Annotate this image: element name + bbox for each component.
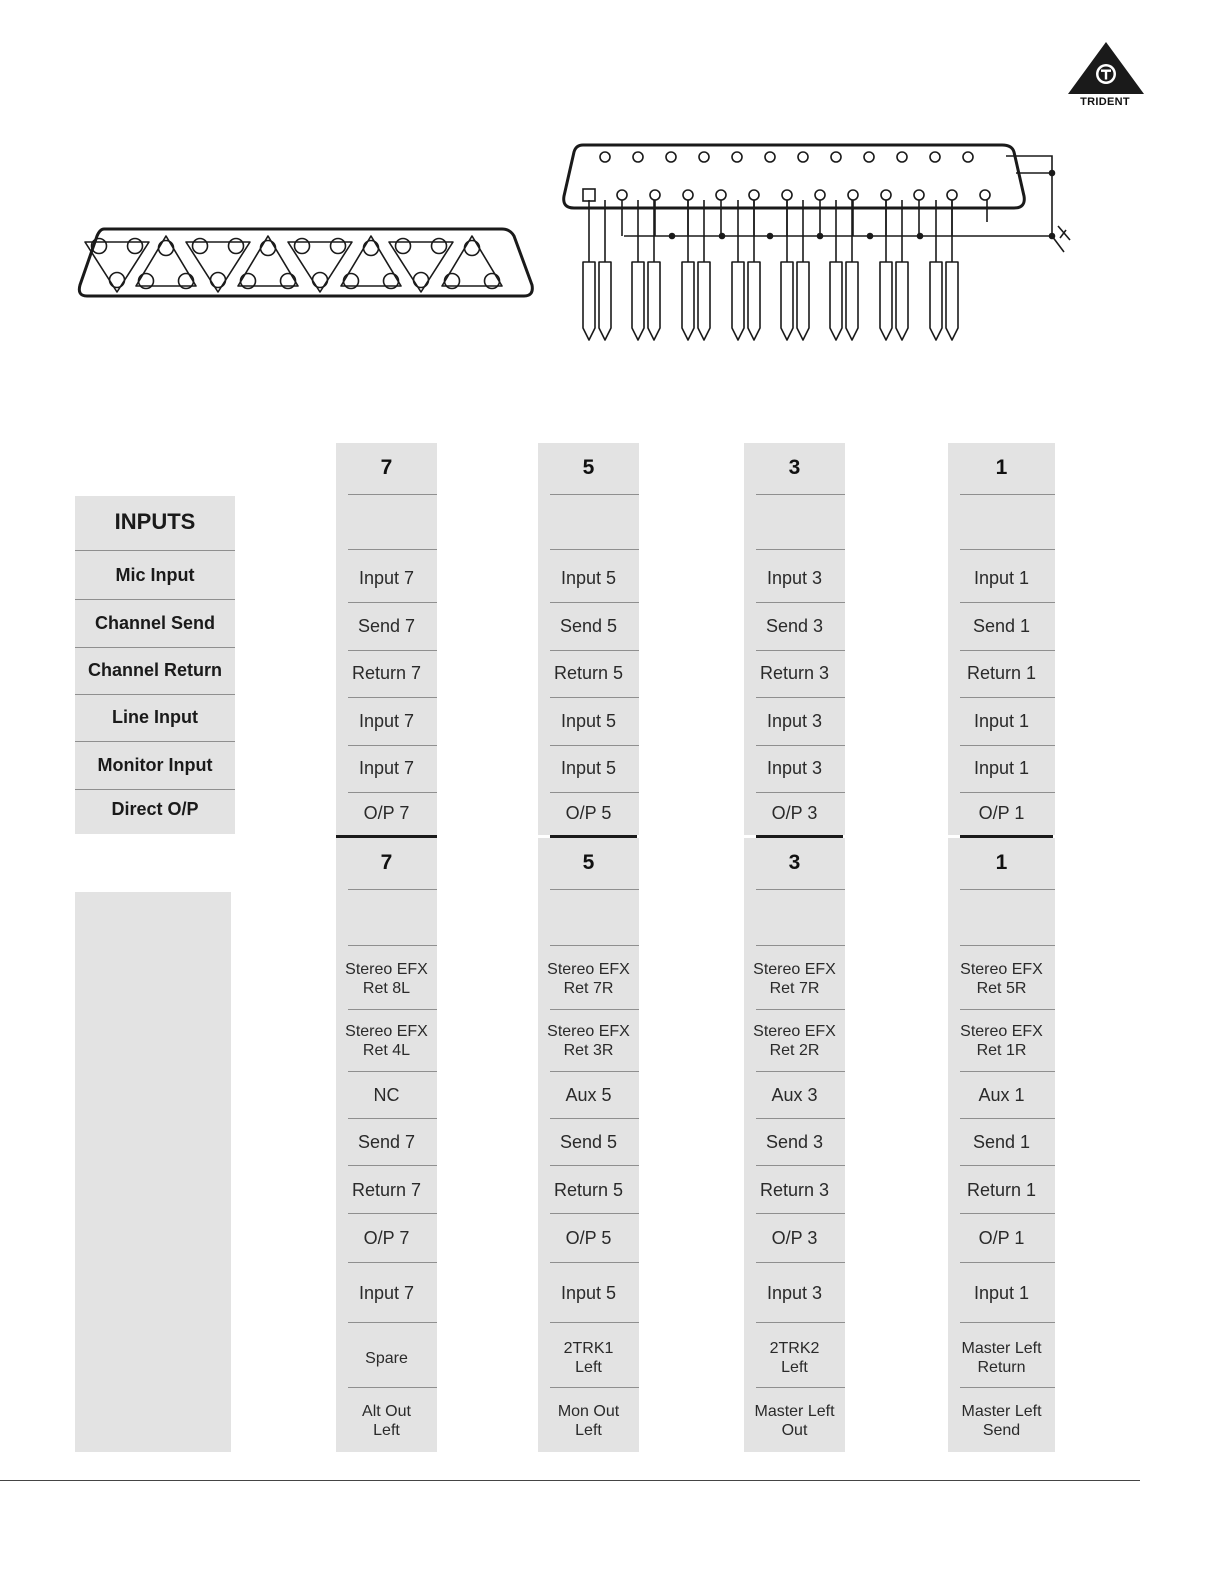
pin-cell: Return 3 bbox=[759, 1180, 830, 1200]
column-header: 3 bbox=[788, 456, 801, 479]
cell-divider bbox=[348, 1071, 437, 1072]
pin-cell bbox=[538, 892, 639, 944]
pin-cell: O/P 5 bbox=[565, 1228, 612, 1248]
lower-column-7 bbox=[336, 838, 437, 1452]
pin-cell: Return 1 bbox=[966, 663, 1037, 683]
pin-cell: Master Left Send bbox=[961, 1403, 1042, 1439]
pin-cell: Master Left Return bbox=[961, 1340, 1042, 1376]
upper-column-1 bbox=[948, 443, 1055, 835]
pin-cell: O/P 1 bbox=[978, 1228, 1025, 1248]
pin-cell: Send 5 bbox=[559, 616, 618, 636]
pin-cell: Stereo EFX Ret 1R bbox=[960, 1023, 1043, 1059]
pin-cell: Input 7 bbox=[358, 711, 415, 731]
column-header: 5 bbox=[582, 456, 595, 479]
pin-cell: Input 1 bbox=[973, 711, 1030, 731]
cell-divider bbox=[550, 1213, 639, 1214]
pin-cell: Master Left Out bbox=[754, 1403, 835, 1439]
pin-cell: Send 3 bbox=[765, 1132, 824, 1152]
pin-cell: Input 3 bbox=[766, 711, 823, 731]
upper-column-5 bbox=[538, 443, 639, 835]
cell-divider bbox=[756, 889, 845, 890]
pin-cell: Input 3 bbox=[766, 1283, 823, 1303]
lower-column-1 bbox=[948, 838, 1055, 1452]
column-header: 1 bbox=[995, 456, 1008, 479]
lower-label-panel bbox=[75, 892, 231, 1452]
cell-divider bbox=[960, 1118, 1055, 1119]
column-header: 3 bbox=[788, 851, 801, 874]
cell-divider bbox=[348, 1118, 437, 1119]
cell-divider bbox=[756, 549, 845, 550]
cell-divider bbox=[348, 1213, 437, 1214]
cell-divider bbox=[348, 1322, 437, 1323]
cell-divider bbox=[756, 1118, 845, 1119]
cell-divider bbox=[550, 1009, 639, 1010]
upper-column-3 bbox=[744, 443, 845, 835]
cell-divider bbox=[756, 1213, 845, 1214]
pin-cell: Spare bbox=[365, 1349, 408, 1367]
column-header: 7 bbox=[380, 456, 393, 479]
pin-cell: Alt Out Left bbox=[362, 1403, 411, 1439]
cell-divider bbox=[960, 549, 1055, 550]
upper-column-7 bbox=[336, 443, 437, 835]
inputs-title: INPUTS bbox=[114, 509, 196, 534]
pin-cell: Aux 1 bbox=[978, 1085, 1025, 1105]
dsub-connector-icon bbox=[564, 145, 1070, 340]
pin-cell: Send 7 bbox=[357, 616, 416, 636]
cell-divider bbox=[756, 1009, 845, 1010]
pin-cell: Aux 3 bbox=[771, 1085, 818, 1105]
pin-cell bbox=[336, 496, 437, 548]
pin-cell: O/P 3 bbox=[771, 1228, 818, 1248]
pin-cell: Stereo EFX Ret 4L bbox=[345, 1023, 428, 1059]
cell-divider bbox=[348, 1165, 437, 1166]
pin-cell: Stereo EFX Ret 5R bbox=[960, 961, 1043, 997]
cell-divider bbox=[960, 1322, 1055, 1323]
cell-divider bbox=[550, 1165, 639, 1166]
pin-cell: Return 5 bbox=[553, 1180, 624, 1200]
cell-divider bbox=[960, 945, 1055, 946]
pin-cell: O/P 1 bbox=[978, 803, 1025, 823]
row-label: Monitor Input bbox=[97, 754, 213, 775]
pin-cell: Send 5 bbox=[559, 1132, 618, 1152]
pin-cell: O/P 7 bbox=[363, 803, 410, 823]
cell-divider bbox=[960, 889, 1055, 890]
row-label: Channel Return bbox=[87, 659, 222, 680]
cell-divider bbox=[348, 549, 437, 550]
cell-divider bbox=[348, 1009, 437, 1010]
cell-divider bbox=[550, 494, 639, 495]
row-label: Direct O/P bbox=[111, 798, 199, 819]
pin-cell: Send 1 bbox=[972, 616, 1031, 636]
column-header: 5 bbox=[582, 851, 595, 874]
pin-cell: Input 1 bbox=[973, 1283, 1030, 1303]
pin-cell: Return 5 bbox=[553, 663, 624, 683]
cell-divider bbox=[756, 1387, 845, 1388]
cell-divider bbox=[348, 1387, 437, 1388]
connector-diagram bbox=[0, 0, 1225, 380]
cell-divider bbox=[550, 1071, 639, 1072]
pin-cell: Input 7 bbox=[358, 1283, 415, 1303]
pin-cell: 2TRK2 Left bbox=[769, 1340, 820, 1376]
cell-divider bbox=[960, 1009, 1055, 1010]
pin-cell: Stereo EFX Ret 2R bbox=[753, 1023, 836, 1059]
pin-cell: Aux 5 bbox=[565, 1085, 612, 1105]
inputs-label-panel bbox=[75, 496, 235, 834]
pin-cell: NC bbox=[373, 1085, 400, 1105]
pin-cell: O/P 7 bbox=[363, 1228, 410, 1248]
pin-cell: Input 3 bbox=[766, 758, 823, 778]
pin-cell: Input 1 bbox=[973, 568, 1030, 588]
cell-divider bbox=[756, 945, 845, 946]
cell-divider bbox=[960, 1387, 1055, 1388]
pin-cell: Input 7 bbox=[358, 758, 415, 778]
cell-divider bbox=[348, 945, 437, 946]
row-label: Line Input bbox=[112, 706, 198, 727]
column-header: 1 bbox=[995, 851, 1008, 874]
pin-cell: Input 5 bbox=[560, 568, 617, 588]
pin-cell bbox=[948, 496, 1055, 548]
row-label: Mic Input bbox=[115, 564, 195, 585]
pin-cell: Stereo EFX Ret 3R bbox=[547, 1023, 630, 1059]
cell-divider bbox=[348, 889, 437, 890]
pin-cell: Return 1 bbox=[966, 1180, 1037, 1200]
cell-divider bbox=[756, 494, 845, 495]
pin-cell: Send 7 bbox=[357, 1132, 416, 1152]
pin-cell: Input 5 bbox=[560, 758, 617, 778]
cell-divider bbox=[960, 494, 1055, 495]
pin-cell bbox=[538, 496, 639, 548]
multipin-socket-icon bbox=[79, 229, 532, 296]
cell-divider bbox=[550, 1118, 639, 1119]
cell-divider bbox=[960, 1165, 1055, 1166]
pin-cell: Mon Out Left bbox=[557, 1403, 620, 1439]
pin-cell: Stereo EFX Ret 7R bbox=[753, 961, 836, 997]
cell-divider bbox=[550, 945, 639, 946]
cell-divider bbox=[756, 1262, 845, 1263]
footer-rule bbox=[0, 1480, 1140, 1481]
pin-cell bbox=[948, 892, 1055, 944]
pin-cell: Input 3 bbox=[766, 568, 823, 588]
pin-cell bbox=[744, 496, 845, 548]
pin-cell bbox=[744, 892, 845, 944]
cell-divider bbox=[348, 1262, 437, 1263]
pin-cell: Return 3 bbox=[759, 663, 830, 683]
pin-cell: Send 3 bbox=[765, 616, 824, 636]
lower-column-3 bbox=[744, 838, 845, 1452]
pin-cell: Return 7 bbox=[351, 663, 422, 683]
cell-divider bbox=[960, 1071, 1055, 1072]
cell-divider bbox=[756, 1165, 845, 1166]
cell-divider bbox=[550, 549, 639, 550]
cell-divider bbox=[960, 1262, 1055, 1263]
pin-cell: O/P 5 bbox=[565, 803, 612, 823]
pin-cell: Input 1 bbox=[973, 758, 1030, 778]
brand-name: TRIDENT bbox=[1080, 96, 1130, 108]
pin-cell: O/P 3 bbox=[771, 803, 818, 823]
cell-divider bbox=[756, 1322, 845, 1323]
pin-cell: Stereo EFX Ret 8L bbox=[345, 961, 428, 997]
row-divider bbox=[75, 550, 235, 551]
pin-cell: Input 5 bbox=[560, 1283, 617, 1303]
pin-cell bbox=[336, 892, 437, 944]
cell-divider bbox=[348, 494, 437, 495]
column-header: 7 bbox=[380, 851, 393, 874]
lower-column-5 bbox=[538, 838, 639, 1452]
pin-cell: Input 5 bbox=[560, 711, 617, 731]
pin-cell: Stereo EFX Ret 7R bbox=[547, 961, 630, 997]
cell-divider bbox=[960, 1213, 1055, 1214]
row-label: Channel Send bbox=[94, 612, 215, 633]
pin-cell: 2TRK1 Left bbox=[563, 1340, 614, 1376]
cell-divider bbox=[550, 1262, 639, 1263]
pin-cell: Input 7 bbox=[358, 568, 415, 588]
pin-cell: Send 1 bbox=[972, 1132, 1031, 1152]
cell-divider bbox=[550, 1322, 639, 1323]
cell-divider bbox=[550, 1387, 639, 1388]
cell-divider bbox=[756, 1071, 845, 1072]
pin-cell: Return 7 bbox=[351, 1180, 422, 1200]
cell-divider bbox=[550, 889, 639, 890]
